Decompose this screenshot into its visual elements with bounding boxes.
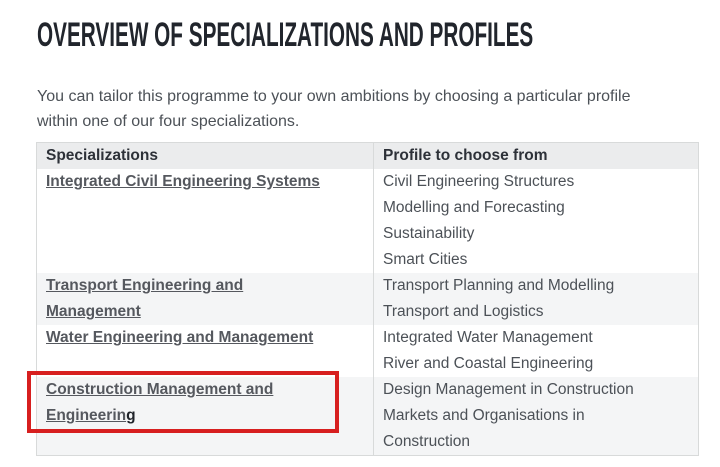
specialization-link[interactable]: Water Engineering and Management [46,329,314,346]
profile-item: Smart Cities [383,251,468,268]
specialization-link[interactable]: Transport Engineering and [46,277,244,294]
specialization-link[interactable]: Engineerin [46,407,127,424]
profile-item: Civil Engineering Structures [383,173,575,190]
column-header-profiles: Profile to choose from [374,143,699,170]
table-header-row [37,143,699,170]
specialization-link[interactable]: Construction Management and [46,381,274,398]
page-title: OVERVIEW OF SPECIALIZATIONS AND PROFILES [37,16,534,54]
profile-cell [374,377,699,456]
specialization-cell[interactable] [37,273,374,325]
specialization-line [46,169,364,195]
specialization-line [46,403,364,429]
profile-item: Markets and Organisations in [383,407,585,424]
specialization-line [46,325,364,351]
specializations-table [36,142,699,456]
table-row [37,169,699,273]
specialization-cell[interactable] [37,377,374,456]
profile-item: Sustainability [383,225,475,242]
profile-item: Transport Planning and Modelling [383,277,615,294]
profile-cell [374,325,699,377]
specialization-cell[interactable] [37,325,374,377]
specialization-link[interactable]: Integrated Civil Engineering Systems [46,173,320,190]
specialization-line [46,299,364,325]
intro-line-2: within one of our four specializations. [37,113,300,130]
specialization-line [46,273,364,299]
specialization-link[interactable]: Management [46,303,141,320]
profile-item: Transport and Logistics [383,303,544,320]
profile-item: Integrated Water Management [383,329,593,346]
profile-item: Construction [383,433,471,450]
intro-line-1: You can tailor this programme to your own ambitions by choosing a particular profile [37,88,631,105]
column-header-specializations: Specializations [37,143,374,170]
specialization-suffix: g [126,407,136,424]
specialization-cell[interactable] [37,169,374,273]
table-row [37,325,699,377]
profile-cell [374,273,699,325]
profile-cell [374,169,699,273]
profile-item: Modelling and Forecasting [383,199,565,216]
profile-item: River and Coastal Engineering [383,355,594,372]
profile-item: Design Management in Construction [383,381,634,398]
specialization-line [46,377,364,403]
table-row [37,273,699,325]
table-row [37,377,699,456]
intro-paragraph [37,84,631,134]
